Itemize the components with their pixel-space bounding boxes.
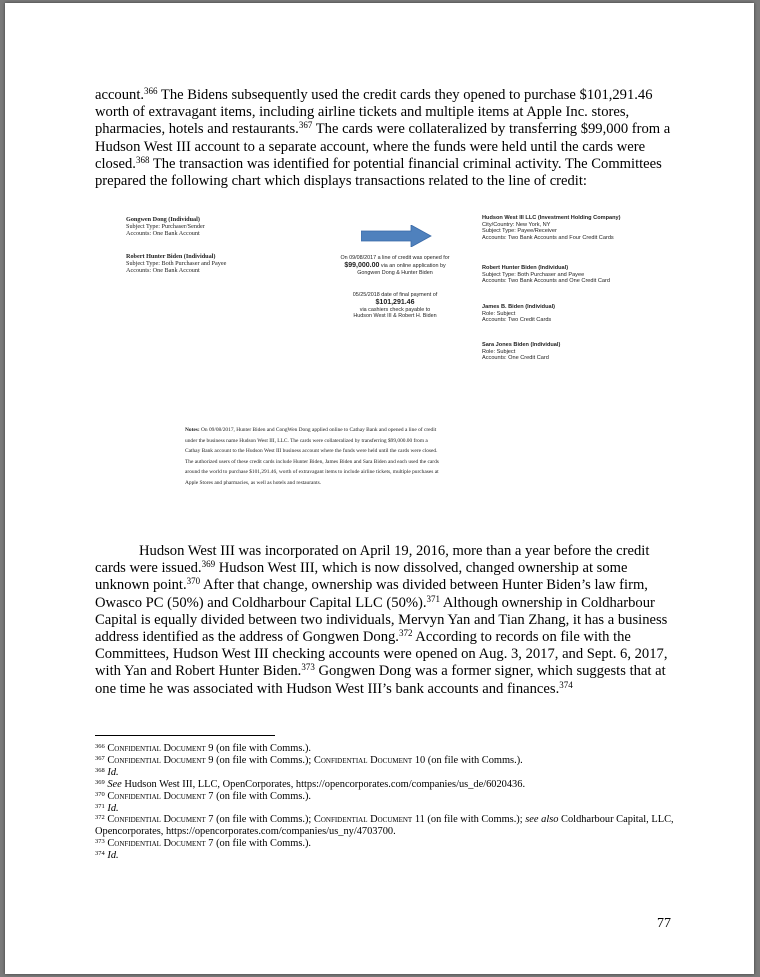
- credit-line-info: On 09/08/2017 a line of credit was opened for $99,000.00 via an online application by Gongwen Dong & Hunter Biden: [340, 255, 450, 276]
- entity-detail: Accounts: One Bank Account: [126, 229, 200, 237]
- entity-detail: Accounts: One Bank Account: [126, 266, 200, 274]
- entity-name: Hudson West III LLC (Investment Holding Company): [482, 215, 621, 221]
- footnote-ref-367[interactable]: 367: [298, 120, 313, 131]
- footnote-368: $^{368}$ Id.: [95, 766, 119, 778]
- entity-detail: Subject Type: Purchaser/Sender: [126, 222, 205, 230]
- footnote-ref-366[interactable]: 366: [144, 86, 158, 96]
- footnotes: [95, 743, 685, 862]
- paragraph-hudson-west: Hudson West III was incorporated on April 19, 2016, more than a year before the credit cards were issued.$^{369}$ Hudson West III, which is now dissolved, changed ownership at some unknown point.$^{370}$ After that change, ownership was divided between Hunter Biden’s law firm, Owasco PC (50%) and Coldharbour Capital LLC (50%).$^{371}$ Although ownership in Coldharbour Capital is equally divided between two individuals, Mervyn Yan and Tian Zhang, it has a business address identified as the address of Gongwen Dong.$^{372}$ According to records on file with the Committees, Hudson West III checking accounts were opened on Aug. 3, 2017, and Sept. 6, 2017, with Yan and Robert Hunter Biden.$^{373}$ Gongwen Dong was a former signer, which suggests that at one time he was associated with Hudson West III’s bank accounts and finances.$^{374}$: [95, 543, 668, 697]
- footnote-371: $^{371}$ Id.: [95, 802, 119, 814]
- footnote-367: $^{367}$ Confidential Document 9 (on file with Comms.); Confidential Document 10 (on file with Comms.).: [95, 754, 523, 766]
- entity-sara-biden: Sara Jones Biden (Individual) Role: Subject Accounts: One Credit Card: [482, 342, 561, 362]
- notes-label: Notes:: [185, 427, 200, 433]
- entity-james-biden: James B. Biden (Individual) Role: Subject Accounts: Two Credit Cards: [482, 304, 556, 324]
- payment-info: 05/25/2018 date of final payment of $101,291.46 via cashiers check payable to Hudson West III & Robert H. Biden: [352, 292, 438, 320]
- document-page: [5, 3, 754, 974]
- footnote-ref-370[interactable]: 370: [186, 576, 201, 587]
- entity-detail: Subject Type: Both Purchaser and Payee: [126, 259, 227, 267]
- para-text: The transaction was identified for potential financial criminal activity. The Committees prepared the following chart which displays transactions related to the line of credit:: [95, 155, 662, 190]
- footnote-ref-372[interactable]: 372: [398, 628, 413, 639]
- entity-name: Robert Hunter Biden (Individual): [482, 265, 569, 271]
- opencorporates-link[interactable]: Hudson West III, LLC, OpenCorporates, https://opencorporates.com/companies/us_de/6020436.: [121, 778, 526, 790]
- notes-text: On 09/08/2017, Hunter Biden and CongWen Dong applied online to Cathay Bank and opened a line of credit under the business name Hudson West III, LLC. The cards were collateralized by transferring $99,000.00 from a Cathay Bank account to the Hudson West III business account where the funds were held until the cards were closed. The authorized users of these credit cards include Hunter Biden, James Biden and Sara Biden and each used the cards around the world to purchase $101,291.46, worth of extravagant items to include airline tickets, multiple purchases at Apple Stores and pharmacies, as well as hotels and restaurants.: [185, 427, 439, 486]
- footnote-369: $^{369}$ See Hudson West III, LLC, OpenCorporates, https://opencorporates.com/companies/us_de/6020436.: [95, 778, 526, 790]
- footnote-ref-369[interactable]: 369: [201, 559, 216, 570]
- footnote-ref-368[interactable]: 368: [135, 154, 150, 165]
- chart-notes: [185, 425, 441, 489]
- entity-name: James B. Biden (Individual): [482, 304, 556, 310]
- entity-hudson-west-iii: Hudson West III LLC (Investment Holding Company) City/Country: New York, NY Subject Type: Payee/Receiver Accounts: Two Bank Accounts and Four Credit Cards: [482, 215, 621, 241]
- footnote-372: $^{372}$ Confidential Document 7 (on file with Comms.); Confidential Document 11 (on file with Comms.); see also Coldharbour Capital, LLC, Opencorporates, https://opencorporates.com/companies/us_ny/4703700.: [95, 814, 674, 838]
- payment-amount: $101,291.46: [375, 298, 415, 306]
- credit-amount: $99,000.00: [344, 261, 380, 269]
- footnote-divider: [95, 735, 275, 736]
- footnote-ref-371[interactable]: 371: [426, 593, 441, 604]
- para-text: The Bidens subsequently used the credit cards they opened to purchase $101,291.46 worth of extravagant items, including airline tickets and multiple items at Apple Inc. stores, pharmacies, hotels and restaurants.: [95, 87, 653, 138]
- footnote-374: $^{374}$ Id.: [95, 850, 119, 862]
- page-number: 77: [657, 916, 671, 931]
- footnote-ref-373[interactable]: 373: [301, 662, 315, 673]
- flow-arrow-icon: [361, 225, 433, 247]
- footnote-ref-374[interactable]: 374: [559, 679, 573, 690]
- entity-robert-hunter-biden-left: [126, 254, 226, 274]
- transaction-chart: [5, 3, 754, 523]
- footnote-366: $^{366}$ Confidential Document 9 (on file with Comms.).: [95, 743, 312, 754]
- footnote-370: $^{370}$ Confidential Document 7 (on file with Comms.).: [95, 790, 312, 802]
- entity-gongwen-dong: [126, 217, 205, 237]
- entity-robert-hunter-biden-right: Robert Hunter Biden (Individual) Subject Type: Both Purchaser and Payee Accounts: Two Bank Accounts and One Credit Card: [482, 265, 610, 285]
- footnote-373: $^{373}$ Confidential Document 7 (on file with Comms.).: [95, 838, 312, 850]
- entity-name: Robert Hunter Biden (Individual): [126, 253, 216, 260]
- opencorporates-link[interactable]: Coldharbour Capital, LLC, Opencorporates, https://opencorporates.com/companies/us_ny/4703700.: [95, 814, 674, 838]
- para-text: account.: [95, 87, 145, 103]
- para-text: The cards were collateralized by transferring $99,000 from a Hudson West III account to a separate account, where the funds were held until the cards were closed.: [95, 121, 671, 172]
- entity-name: Sara Jones Biden (Individual): [482, 342, 561, 348]
- entity-name: Gongwen Dong (Individual): [126, 216, 200, 223]
